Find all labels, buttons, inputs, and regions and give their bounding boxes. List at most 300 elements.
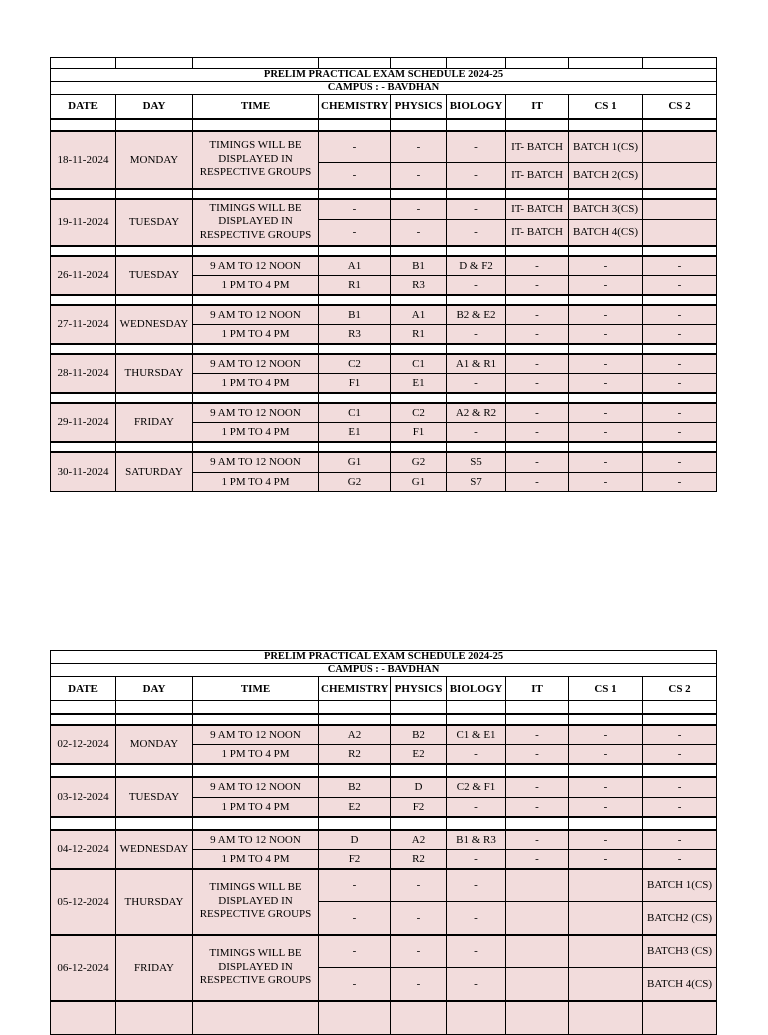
- cs2-cell: -: [643, 354, 717, 374]
- phy-cell: -: [391, 220, 447, 246]
- cs1-cell: -: [569, 325, 643, 344]
- table-row: [51, 725, 717, 745]
- bio-cell: -: [447, 220, 506, 246]
- empty-cell: [319, 817, 391, 830]
- date-cell: 26-11-2024: [51, 256, 116, 295]
- empty-cell: [391, 701, 447, 714]
- cs1-cell: -: [569, 745, 643, 764]
- column-header-date: DATE: [51, 95, 116, 119]
- it-cell: IT- BATCH: [506, 199, 569, 220]
- bio-cell: S7: [447, 473, 506, 492]
- empty-cell: [193, 764, 319, 777]
- empty-cell: [506, 246, 569, 256]
- phy-cell: F1: [391, 423, 447, 442]
- column-header-cs-2: CS 2: [643, 95, 717, 119]
- cs1-cell: -: [569, 777, 643, 798]
- cs2-cell: -: [643, 850, 717, 869]
- empty-cell: [193, 119, 319, 131]
- date-cell: 03-12-2024: [51, 777, 116, 817]
- column-header-day: DAY: [116, 677, 193, 701]
- table-row: [51, 651, 717, 664]
- chem-cell: R2: [319, 745, 391, 764]
- bio-cell: -: [447, 869, 506, 902]
- column-header-day: DAY: [116, 95, 193, 119]
- empty-cell: [51, 189, 116, 199]
- empty-cell: [643, 714, 717, 725]
- schedule-table-2: [50, 650, 717, 1035]
- cs1-cell: [569, 935, 643, 968]
- empty-cell: [51, 246, 116, 256]
- empty-cell: [116, 295, 193, 305]
- time-slot-cell: 1 PM TO 4 PM: [193, 276, 319, 295]
- empty-cell: [643, 189, 717, 199]
- cs2-cell: BATCH3 (CS): [643, 935, 717, 968]
- chem-cell: -: [319, 968, 391, 1001]
- chem-cell: -: [319, 163, 391, 189]
- empty-cell: [643, 764, 717, 777]
- day-cell: SATURDAY: [116, 452, 193, 492]
- phy-cell: F2: [391, 798, 447, 817]
- empty-cell: [391, 189, 447, 199]
- empty-cell: [506, 58, 569, 69]
- cs2-cell: -: [643, 725, 717, 745]
- phy-cell: -: [391, 869, 447, 902]
- bio-cell: -: [447, 163, 506, 189]
- empty-cell: [319, 701, 391, 714]
- empty-cell: [391, 817, 447, 830]
- empty-cell: [51, 442, 116, 452]
- it-cell: -: [506, 798, 569, 817]
- day-cell: TUESDAY: [116, 777, 193, 817]
- bio-cell: C1 & E1: [447, 725, 506, 745]
- cs2-cell: -: [643, 256, 717, 276]
- column-header-it: IT: [506, 95, 569, 119]
- empty-cell: [447, 1001, 506, 1035]
- timing-note-cell: TIMINGS WILL BE DISPLAYED IN RESPECTIVE GROUPS: [193, 869, 319, 935]
- phy-cell: B1: [391, 256, 447, 276]
- empty-cell: [319, 344, 391, 354]
- phy-cell: -: [391, 935, 447, 968]
- empty-cell: [569, 1001, 643, 1035]
- bio-cell: B1 & R3: [447, 830, 506, 850]
- cs1-cell: -: [569, 256, 643, 276]
- empty-cell: [569, 714, 643, 725]
- cutoff-row: [51, 1001, 717, 1035]
- empty-cell: [506, 701, 569, 714]
- table-row: [51, 305, 717, 325]
- campus-label: CAMPUS : - BAVDHAN: [51, 82, 717, 95]
- cs1-cell: -: [569, 850, 643, 869]
- spacer-row: [51, 764, 717, 777]
- cs1-cell: [569, 902, 643, 935]
- spacer-row: [51, 246, 717, 256]
- cs2-cell: -: [643, 423, 717, 442]
- empty-cell: [569, 393, 643, 403]
- empty-cell: [116, 1001, 193, 1035]
- chem-cell: C1: [319, 403, 391, 423]
- empty-cell: [569, 764, 643, 777]
- date-cell: 06-12-2024: [51, 935, 116, 1001]
- spacer-row: [51, 442, 717, 452]
- phy-cell: G2: [391, 452, 447, 473]
- it-cell: -: [506, 830, 569, 850]
- cs1-cell: -: [569, 276, 643, 295]
- it-cell: -: [506, 403, 569, 423]
- campus-label: CAMPUS : - BAVDHAN: [51, 664, 717, 677]
- empty-cell: [506, 189, 569, 199]
- empty-cell: [193, 817, 319, 830]
- day-cell: FRIDAY: [116, 403, 193, 442]
- empty-cell: [506, 295, 569, 305]
- empty-cell: [51, 344, 116, 354]
- chem-cell: -: [319, 220, 391, 246]
- phy-cell: -: [391, 163, 447, 189]
- empty-cell: [506, 714, 569, 725]
- spacer-row: [51, 119, 717, 131]
- empty-cell: [506, 764, 569, 777]
- it-cell: -: [506, 725, 569, 745]
- cs1-cell: -: [569, 473, 643, 492]
- day-cell: THURSDAY: [116, 354, 193, 393]
- empty-cell: [391, 393, 447, 403]
- bio-cell: -: [447, 325, 506, 344]
- it-cell: -: [506, 256, 569, 276]
- cs2-cell: BATCH 1(CS): [643, 869, 717, 902]
- empty-cell: [193, 701, 319, 714]
- cs1-cell: -: [569, 305, 643, 325]
- it-cell: [506, 902, 569, 935]
- empty-cell: [506, 442, 569, 452]
- table-row: [51, 677, 717, 701]
- table-row: [51, 95, 717, 119]
- empty-cell: [506, 817, 569, 830]
- spacer-row: [51, 393, 717, 403]
- table-row: [51, 199, 717, 220]
- table-row: [51, 354, 717, 374]
- bio-cell: -: [447, 423, 506, 442]
- day-cell: WEDNESDAY: [116, 305, 193, 344]
- cs1-cell: -: [569, 452, 643, 473]
- chem-cell: B2: [319, 777, 391, 798]
- empty-cell: [569, 701, 643, 714]
- empty-cell: [569, 344, 643, 354]
- cs2-cell: -: [643, 374, 717, 393]
- empty-cell: [643, 119, 717, 131]
- table-row: [51, 82, 717, 95]
- empty-cell: [51, 701, 116, 714]
- empty-cell: [391, 1001, 447, 1035]
- empty-cell: [506, 119, 569, 131]
- empty-cell: [51, 817, 116, 830]
- phy-cell: -: [391, 968, 447, 1001]
- empty-cell: [391, 714, 447, 725]
- time-slot-cell: 9 AM TO 12 NOON: [193, 256, 319, 276]
- cs1-cell: -: [569, 354, 643, 374]
- empty-cell: [51, 295, 116, 305]
- empty-cell: [569, 189, 643, 199]
- empty-cell: [643, 393, 717, 403]
- empty-cell: [319, 714, 391, 725]
- empty-cell: [643, 58, 717, 69]
- column-header-date: DATE: [51, 677, 116, 701]
- it-cell: -: [506, 745, 569, 764]
- empty-cell: [391, 442, 447, 452]
- day-cell: FRIDAY: [116, 935, 193, 1001]
- timing-note-cell: TIMINGS WILL BE DISPLAYED IN RESPECTIVE GROUPS: [193, 935, 319, 1001]
- empty-cell: [447, 442, 506, 452]
- time-slot-cell: 9 AM TO 12 NOON: [193, 403, 319, 423]
- cs2-cell: -: [643, 798, 717, 817]
- it-cell: [506, 968, 569, 1001]
- column-header-biology: BIOLOGY: [447, 95, 506, 119]
- time-slot-cell: 9 AM TO 12 NOON: [193, 725, 319, 745]
- empty-cell: [569, 442, 643, 452]
- empty-cell: [447, 393, 506, 403]
- bio-cell: -: [447, 131, 506, 163]
- phy-cell: C2: [391, 403, 447, 423]
- empty-cell: [116, 189, 193, 199]
- cs1-cell: -: [569, 830, 643, 850]
- empty-cell: [447, 714, 506, 725]
- empty-cell: [391, 58, 447, 69]
- time-slot-cell: 9 AM TO 12 NOON: [193, 777, 319, 798]
- empty-cell: [447, 701, 506, 714]
- empty-cell: [193, 344, 319, 354]
- empty-cell: [391, 295, 447, 305]
- empty-cell: [319, 393, 391, 403]
- empty-cell: [193, 442, 319, 452]
- schedule-title: PRELIM PRACTICAL EXAM SCHEDULE 2024-25: [51, 69, 717, 82]
- empty-cell: [116, 344, 193, 354]
- time-slot-cell: 1 PM TO 4 PM: [193, 374, 319, 393]
- spacer-row: [51, 344, 717, 354]
- time-slot-cell: 1 PM TO 4 PM: [193, 798, 319, 817]
- cs1-cell: [569, 869, 643, 902]
- cs2-cell: [643, 131, 717, 163]
- empty-cell: [447, 119, 506, 131]
- empty-cell: [319, 58, 391, 69]
- empty-cell: [51, 1001, 116, 1035]
- empty-cell: [116, 393, 193, 403]
- cs2-cell: -: [643, 403, 717, 423]
- it-cell: -: [506, 374, 569, 393]
- bio-cell: -: [447, 199, 506, 220]
- cs1-cell: BATCH 3(CS): [569, 199, 643, 220]
- time-slot-cell: 9 AM TO 12 NOON: [193, 305, 319, 325]
- table-row: [51, 777, 717, 798]
- bio-cell: -: [447, 745, 506, 764]
- bio-cell: -: [447, 276, 506, 295]
- column-header-cs-2: CS 2: [643, 677, 717, 701]
- cs2-cell: -: [643, 305, 717, 325]
- phy-cell: R3: [391, 276, 447, 295]
- date-cell: 30-11-2024: [51, 452, 116, 492]
- bio-cell: A2 & R2: [447, 403, 506, 423]
- column-header-biology: BIOLOGY: [447, 677, 506, 701]
- cs2-cell: -: [643, 452, 717, 473]
- empty-cell: [116, 119, 193, 131]
- empty-cell: [506, 393, 569, 403]
- day-cell: MONDAY: [116, 131, 193, 189]
- timing-note-cell: TIMINGS WILL BE DISPLAYED IN RESPECTIVE GROUPS: [193, 199, 319, 246]
- it-cell: -: [506, 777, 569, 798]
- bio-cell: -: [447, 798, 506, 817]
- schedule-title: PRELIM PRACTICAL EXAM SCHEDULE 2024-25: [51, 651, 717, 664]
- cs1-cell: BATCH 4(CS): [569, 220, 643, 246]
- spacer-row: [51, 189, 717, 199]
- chem-cell: -: [319, 199, 391, 220]
- day-cell: TUESDAY: [116, 199, 193, 246]
- empty-cell: [193, 58, 319, 69]
- empty-cell: [116, 714, 193, 725]
- empty-cell: [319, 295, 391, 305]
- empty-cell: [319, 764, 391, 777]
- table-row: [51, 664, 717, 677]
- empty-cell: [391, 344, 447, 354]
- time-slot-cell: 1 PM TO 4 PM: [193, 325, 319, 344]
- empty-cell: [193, 393, 319, 403]
- cs1-cell: -: [569, 798, 643, 817]
- table-row: [51, 830, 717, 850]
- chem-cell: G1: [319, 452, 391, 473]
- column-header-time: TIME: [193, 677, 319, 701]
- empty-cell: [51, 58, 116, 69]
- cs2-cell: -: [643, 777, 717, 798]
- phy-cell: -: [391, 199, 447, 220]
- empty-cell: [116, 701, 193, 714]
- it-cell: [506, 935, 569, 968]
- chem-cell: F1: [319, 374, 391, 393]
- it-cell: -: [506, 850, 569, 869]
- column-header-physics: PHYSICS: [391, 95, 447, 119]
- empty-cell: [391, 764, 447, 777]
- chem-cell: -: [319, 131, 391, 163]
- cs1-cell: -: [569, 374, 643, 393]
- column-header-cs-1: CS 1: [569, 95, 643, 119]
- empty-cell: [319, 119, 391, 131]
- empty-cell: [447, 764, 506, 777]
- cs2-cell: BATCH2 (CS): [643, 902, 717, 935]
- empty-cell: [569, 817, 643, 830]
- time-slot-cell: 1 PM TO 4 PM: [193, 745, 319, 764]
- timing-note-cell: TIMINGS WILL BE DISPLAYED IN RESPECTIVE GROUPS: [193, 131, 319, 189]
- table-row: [51, 403, 717, 423]
- cs2-cell: -: [643, 830, 717, 850]
- chem-cell: E1: [319, 423, 391, 442]
- empty-cell: [116, 442, 193, 452]
- cs1-cell: -: [569, 725, 643, 745]
- cs2-cell: BATCH 4(CS): [643, 968, 717, 1001]
- phy-cell: D: [391, 777, 447, 798]
- chem-cell: C2: [319, 354, 391, 374]
- empty-cell: [193, 246, 319, 256]
- table-row: [51, 256, 717, 276]
- spacer-row: [51, 817, 717, 830]
- empty-cell: [447, 189, 506, 199]
- it-cell: -: [506, 325, 569, 344]
- day-cell: WEDNESDAY: [116, 830, 193, 869]
- chem-cell: R3: [319, 325, 391, 344]
- it-cell: IT- BATCH: [506, 220, 569, 246]
- time-slot-cell: 9 AM TO 12 NOON: [193, 354, 319, 374]
- chem-cell: A2: [319, 725, 391, 745]
- empty-cell: [569, 119, 643, 131]
- date-cell: 02-12-2024: [51, 725, 116, 764]
- empty-cell: [643, 246, 717, 256]
- it-cell: [506, 869, 569, 902]
- chem-cell: A1: [319, 256, 391, 276]
- date-cell: 18-11-2024: [51, 131, 116, 189]
- phy-cell: E1: [391, 374, 447, 393]
- spacer-row: [51, 58, 717, 69]
- empty-cell: [569, 295, 643, 305]
- empty-cell: [193, 1001, 319, 1035]
- chem-cell: E2: [319, 798, 391, 817]
- empty-cell: [116, 817, 193, 830]
- date-cell: 04-12-2024: [51, 830, 116, 869]
- empty-cell: [51, 393, 116, 403]
- cs2-cell: [643, 199, 717, 220]
- phy-cell: -: [391, 902, 447, 935]
- spacer-row: [51, 714, 717, 725]
- chem-cell: D: [319, 830, 391, 850]
- phy-cell: G1: [391, 473, 447, 492]
- table-row: [51, 869, 717, 902]
- bio-cell: -: [447, 968, 506, 1001]
- it-cell: -: [506, 423, 569, 442]
- time-slot-cell: 1 PM TO 4 PM: [193, 423, 319, 442]
- day-cell: THURSDAY: [116, 869, 193, 935]
- cs2-cell: [643, 163, 717, 189]
- cs2-cell: -: [643, 473, 717, 492]
- date-cell: 05-12-2024: [51, 869, 116, 935]
- empty-cell: [643, 701, 717, 714]
- empty-cell: [643, 344, 717, 354]
- column-header-chemistry: CHEMISTRY: [319, 95, 391, 119]
- empty-cell: [643, 1001, 717, 1035]
- bio-cell: -: [447, 850, 506, 869]
- empty-cell: [569, 58, 643, 69]
- chem-cell: R1: [319, 276, 391, 295]
- bio-cell: B2 & E2: [447, 305, 506, 325]
- it-cell: -: [506, 354, 569, 374]
- empty-cell: [447, 246, 506, 256]
- empty-cell: [643, 295, 717, 305]
- empty-cell: [447, 344, 506, 354]
- empty-cell: [193, 714, 319, 725]
- phy-cell: A1: [391, 305, 447, 325]
- empty-cell: [447, 58, 506, 69]
- table-row: [51, 452, 717, 473]
- empty-cell: [116, 764, 193, 777]
- phy-cell: R1: [391, 325, 447, 344]
- day-cell: TUESDAY: [116, 256, 193, 295]
- table-row: [51, 69, 717, 82]
- it-cell: -: [506, 452, 569, 473]
- chem-cell: B1: [319, 305, 391, 325]
- empty-cell: [319, 246, 391, 256]
- cs1-cell: -: [569, 423, 643, 442]
- empty-cell: [319, 442, 391, 452]
- bio-cell: A1 & R1: [447, 354, 506, 374]
- chem-cell: G2: [319, 473, 391, 492]
- chem-cell: -: [319, 902, 391, 935]
- empty-cell: [643, 442, 717, 452]
- date-cell: 28-11-2024: [51, 354, 116, 393]
- column-header-it: IT: [506, 677, 569, 701]
- table-row: [51, 131, 717, 163]
- spacer-row: [51, 295, 717, 305]
